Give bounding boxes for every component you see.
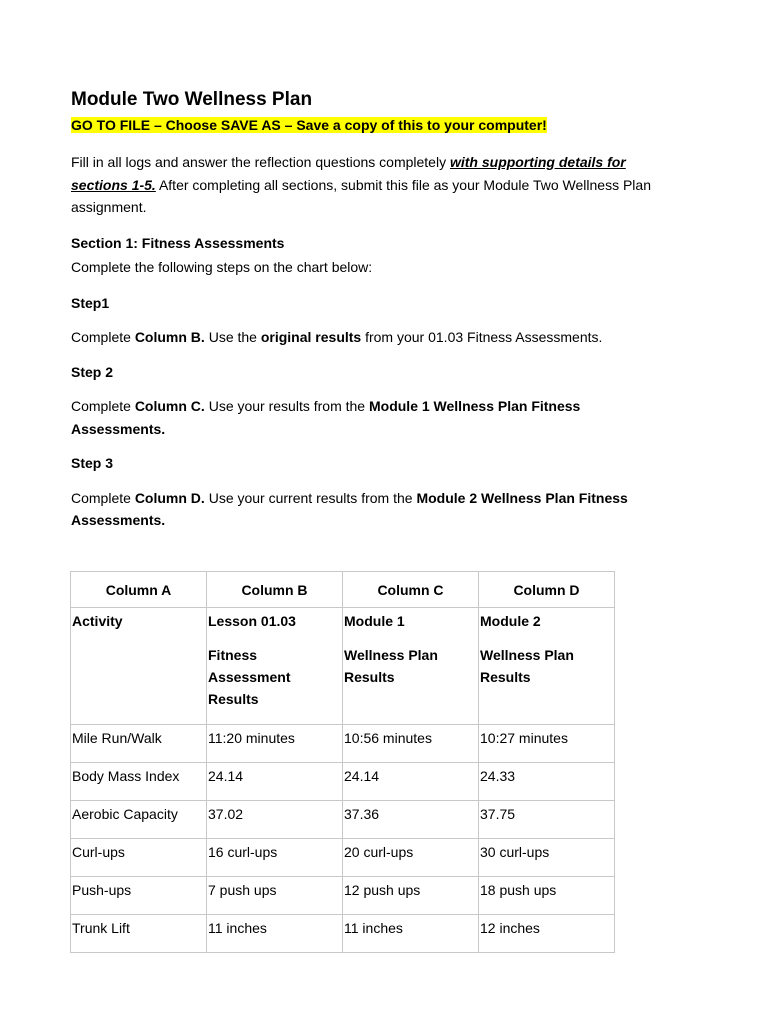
table-cell: 7 push ups (207, 877, 343, 915)
table-cell: 30 curl-ups (479, 839, 615, 877)
step-2-bold-b: Module 1 Wellness Plan Fitness (368, 398, 581, 414)
table-cell: 10:27 minutes (479, 725, 615, 763)
table-row (71, 915, 615, 953)
column-d-header: Column D (479, 572, 615, 608)
step-3-bold-c: Assessments. (71, 512, 166, 528)
table-cell: 37.36 (343, 801, 479, 839)
table-cell: Mile Run/Walk (71, 725, 207, 763)
intro-text-3: assignment. (71, 199, 147, 215)
table-cell: 16 curl-ups (207, 839, 343, 877)
table-cell: Body Mass Index (71, 763, 207, 801)
save-instruction-highlight: GO TO FILE – Choose SAVE AS – Save a copy of this to your computer! (71, 117, 547, 133)
intro-emphasis-2: sections 1-5. (71, 176, 156, 193)
fitness-results-table (70, 571, 615, 953)
step-3-text (71, 487, 711, 532)
subheader-module-1-line3: Results (344, 669, 395, 685)
document-page (71, 88, 711, 532)
section-1-title: Section 1: Fitness Assessments (71, 234, 285, 251)
step-2-bold-c: Assessments. (71, 420, 166, 437)
step-3-bold-b: Module 2 Wellness Plan Fitness (416, 489, 628, 506)
subheader-lesson (207, 608, 343, 725)
step-1-bold-a: Column B. (134, 329, 205, 345)
table-cell: 24.14 (207, 763, 343, 801)
table-cell: 11:20 minutes (207, 725, 343, 763)
table-cell: 37.02 (207, 801, 343, 839)
step-1-text (71, 326, 711, 349)
table-cell: Aerobic Capacity (71, 801, 207, 839)
table-cell: 24.14 (343, 763, 479, 801)
column-a-header: Column A (71, 572, 207, 608)
table-subheader-row (71, 608, 615, 725)
subheader-module-2-line3: Results (480, 669, 531, 685)
table-cell: Curl-ups (71, 839, 207, 877)
table-cell: 11 inches (207, 915, 343, 953)
step-2-text-b: Use your results from the (204, 398, 369, 414)
save-instruction (71, 116, 711, 134)
step-3-bold-a: Column D. (134, 489, 205, 506)
subheader-module-2 (479, 608, 615, 725)
table-cell: 20 curl-ups (343, 839, 479, 877)
subheader-activity (71, 608, 207, 725)
intro-text-1: Fill in all logs and answer the reflection questions completely (71, 154, 450, 170)
table-cell: 11 inches (343, 915, 479, 953)
table-cell: Trunk Lift (71, 915, 207, 953)
subheader-module-2-line2: Wellness Plan (480, 647, 574, 663)
step-3-heading: Step 3 (71, 455, 114, 471)
column-c-header: Column C (343, 572, 479, 608)
table-cell: Push-ups (71, 877, 207, 915)
step-1-text-b: Use the (204, 329, 261, 345)
step-3-text-a: Complete (71, 489, 135, 506)
table-cell: 12 inches (479, 915, 615, 953)
step-1-heading: Step1 (71, 294, 110, 311)
table-cell: 18 push ups (479, 877, 615, 915)
intro-text-2: After completing all sections, submit this file as your Module Two Wellness Plan (155, 176, 651, 193)
section-1-subtitle: Complete the following steps on the chart below: (71, 259, 373, 275)
step-1-text-c: from your 01.03 Fitness Assessments. (361, 329, 603, 345)
document-title: Module Two Wellness Plan (71, 89, 313, 110)
step-2-heading: Step 2 (71, 363, 114, 380)
subheader-module-1 (343, 608, 479, 725)
table-row (71, 725, 615, 763)
step-1-text-a: Complete (71, 329, 135, 345)
subheader-module-1-line1: Module 1 (344, 613, 405, 629)
table-header-row (71, 572, 615, 608)
table-cell: 10:56 minutes (343, 725, 479, 763)
subheader-lesson-line1: Lesson 01.03 (208, 613, 296, 629)
intro-emphasis-1: with supporting details for (449, 154, 626, 170)
step-3-text-b: Use your current results from the (204, 489, 417, 506)
table-cell: 12 push ups (343, 877, 479, 915)
table-cell: 24.33 (479, 763, 615, 801)
column-b-header: Column B (207, 572, 343, 608)
table-row (71, 763, 615, 801)
table-row (71, 839, 615, 877)
intro-paragraph (71, 151, 711, 219)
table-row (71, 877, 615, 915)
subheader-lesson-line3: Assessment (208, 669, 291, 685)
subheader-module-2-line1: Module 2 (480, 613, 541, 629)
table-row (71, 801, 615, 839)
step-2-bold-a: Column C. (134, 398, 205, 414)
subheader-module-1-line2: Wellness Plan (344, 647, 438, 663)
step-1-bold-b: original results (260, 329, 362, 345)
subheader-lesson-line2: Fitness (208, 647, 258, 663)
table-cell: 37.75 (479, 801, 615, 839)
subheader-lesson-line4: Results (208, 691, 259, 707)
step-2-text (71, 395, 711, 440)
step-2-text-a: Complete (71, 398, 135, 414)
subheader-activity-label: Activity (72, 613, 123, 629)
